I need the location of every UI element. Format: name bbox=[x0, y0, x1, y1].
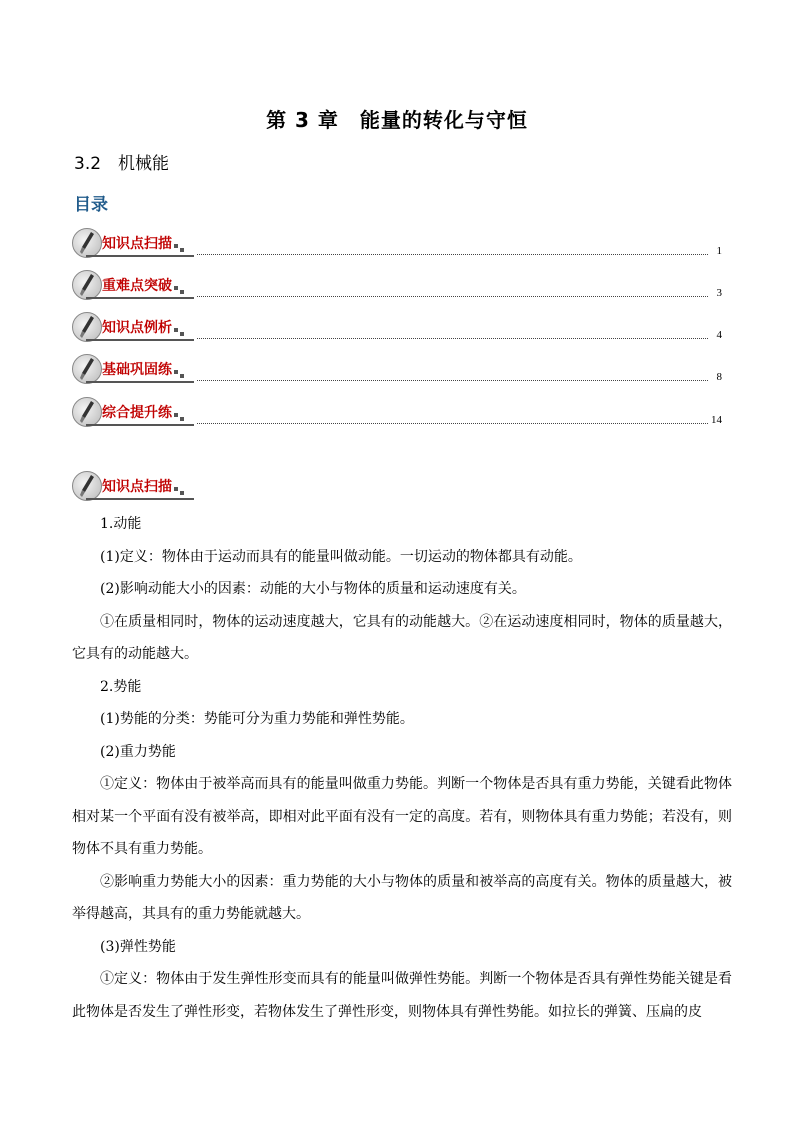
paragraph: (1)定义：物体由于运动而具有的能量叫做动能。一切运动的物体都具有动能。 bbox=[100, 548, 582, 565]
section-badge-label: 知识点扫描 bbox=[102, 479, 172, 495]
toc-leader bbox=[197, 380, 708, 381]
paragraph: ①定义：物体由于被举高而具有的能量叫做重力势能。判断一个物体是否具有重力势能，关键看此物体相对某一个平面有没有被举高，即相对此平面有没有一定的高度。若有，则物体具有重力势能；若没有，则物体不具有重力势能。 bbox=[72, 776, 732, 857]
badge-deco bbox=[174, 328, 178, 332]
toc-badge bbox=[72, 312, 196, 344]
badge-underline bbox=[86, 339, 194, 341]
toc-label: 重难点突破 bbox=[102, 278, 172, 294]
toc-entry[interactable] bbox=[72, 397, 722, 433]
toc-leader bbox=[197, 423, 708, 424]
paragraph: ①定义：物体由于发生弹性形变而具有的能量叫做弹性势能。判断一个物体是否具有弹性势能关键是看此物体是否发生了弹性形变，若物体发生了弹性形变，则物体具有弹性势能。如拉长的弹簧、压扁的皮 bbox=[72, 971, 732, 1020]
badge-underline bbox=[86, 424, 194, 426]
badge-deco bbox=[180, 290, 184, 294]
toc-entry[interactable] bbox=[72, 228, 722, 264]
toc-leader bbox=[197, 338, 708, 339]
toc-heading: 目录 bbox=[74, 195, 108, 215]
toc-page-number: 8 bbox=[716, 371, 722, 383]
badge-deco bbox=[174, 286, 178, 290]
section-badge bbox=[72, 471, 196, 503]
badge-underline bbox=[86, 255, 194, 257]
toc-entry[interactable] bbox=[72, 354, 722, 390]
toc-label: 知识点扫描 bbox=[102, 236, 172, 252]
chapter-title: 第 3 章 能量的转化与守恒 bbox=[266, 108, 528, 132]
section-heading: 3.2 机械能 bbox=[74, 154, 170, 174]
toc-label: 知识点例析 bbox=[102, 320, 172, 336]
badge-deco bbox=[180, 491, 184, 495]
toc-leader bbox=[197, 254, 708, 255]
badge-deco bbox=[180, 248, 184, 252]
toc-page-number: 4 bbox=[716, 329, 722, 341]
paragraph: ①在质量相同时，物体的运动速度越大，它具有的动能越大。②在运动速度相同时，物体的质量越大，它具有的动能越大。 bbox=[72, 613, 732, 662]
badge-deco bbox=[174, 244, 178, 248]
toc-entry[interactable] bbox=[72, 270, 722, 306]
paragraph: (2)影响动能大小的因素：动能的大小与物体的质量和运动速度有关。 bbox=[100, 581, 526, 597]
toc-badge bbox=[72, 270, 196, 302]
brush-icon bbox=[72, 471, 102, 501]
badge-deco bbox=[180, 332, 184, 336]
toc-label: 综合提升练 bbox=[102, 405, 172, 421]
badge-underline bbox=[86, 297, 194, 299]
paragraph: (2)重力势能 bbox=[100, 743, 176, 760]
toc-badge bbox=[72, 228, 196, 260]
brush-icon bbox=[72, 228, 102, 258]
badge-underline bbox=[86, 381, 194, 383]
body-text bbox=[72, 508, 732, 1028]
toc-page-number: 14 bbox=[711, 414, 722, 426]
toc-badge bbox=[72, 397, 196, 429]
badge-deco bbox=[174, 413, 178, 417]
badge-deco bbox=[174, 370, 178, 374]
paragraph: 2.势能 bbox=[100, 678, 142, 695]
brush-icon bbox=[72, 354, 102, 384]
brush-icon bbox=[72, 312, 102, 342]
toc-page-number: 3 bbox=[716, 287, 722, 299]
toc-page-number: 1 bbox=[716, 245, 722, 257]
badge-deco bbox=[174, 487, 178, 491]
brush-icon bbox=[72, 397, 102, 427]
paragraph: (1)势能的分类：势能可分为重力势能和弹性势能。 bbox=[100, 711, 414, 727]
toc-label: 基础巩固练 bbox=[102, 362, 172, 378]
brush-icon bbox=[72, 270, 102, 300]
badge-deco bbox=[180, 417, 184, 421]
toc-leader bbox=[197, 296, 708, 297]
badge-underline bbox=[86, 498, 194, 500]
paragraph: 1.动能 bbox=[100, 516, 142, 532]
toc-entry[interactable] bbox=[72, 312, 722, 348]
badge-deco bbox=[180, 374, 184, 378]
paragraph: ②影响重力势能大小的因素：重力势能的大小与物体的质量和被举高的高度有关。物体的质量越大，被举得越高，其具有的重力势能就越大。 bbox=[72, 873, 732, 922]
toc-badge bbox=[72, 354, 196, 386]
paragraph: (3)弹性势能 bbox=[100, 938, 176, 955]
